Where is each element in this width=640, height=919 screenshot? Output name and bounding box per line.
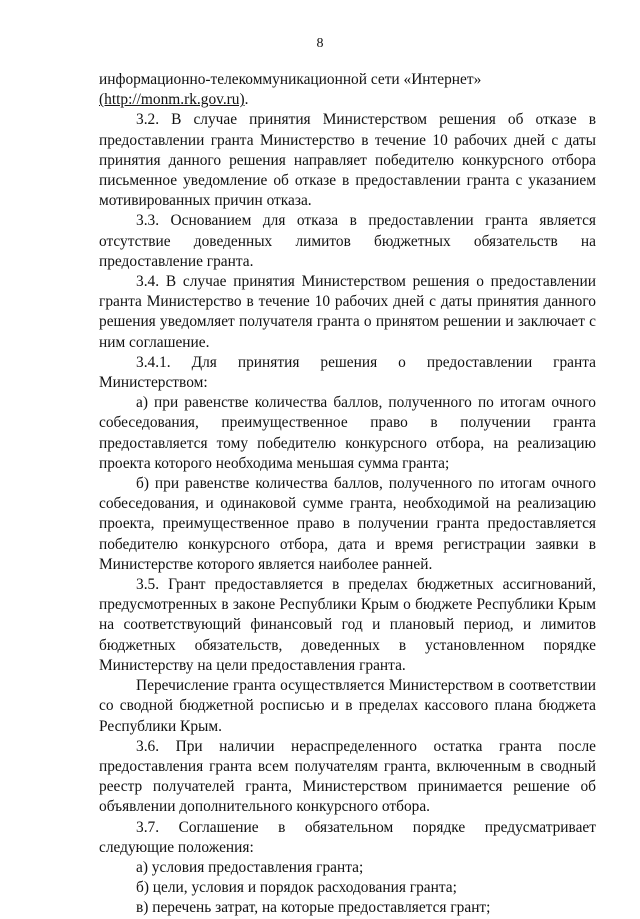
paragraph-3-3: 3.3. Основанием для отказа в предоставлении гранта является отсутствие доведенных лимитов бюджетных обязательств на предоставление гранта. xyxy=(99,212,596,270)
paragraph-transfer: Перечисление гранта осуществляется Министерством в соответствии со сводной бюджетной росписью и в пределах кассового плана бюджета Республики Крым. xyxy=(99,677,596,735)
website-link[interactable]: (http://monm.rk.gov.ru) xyxy=(99,91,245,109)
paragraph-3-7-v: в) перечень затрат, на которые предоставляется грант; xyxy=(136,899,491,917)
page-number: 8 xyxy=(316,36,324,51)
paragraph-3-4-1-a: а) при равенстве количества баллов, полученного по итогам очного собеседования, преимущественное право в получении гранта предоставляется тому победителю конкурсного отбора, на реализацию проекта которого необходима меньшая сумма гранта; xyxy=(99,394,596,472)
paragraph-3-7-a: а) условия предоставления гранта; xyxy=(136,858,364,876)
document-body xyxy=(99,70,596,919)
paragraph-3-7-b: б) цели, условия и порядок расходования гранта; xyxy=(136,879,457,897)
paragraph-3-2: 3.2. В случае принятия Министерством решения об отказе в предоставлении гранта Министерство в течение 10 рабочих дней с даты принятия данного решения направляет победителю конкурсного отбора письменное уведомление об отказе в предоставлении гранта с указанием мотивированных причин отказа. xyxy=(99,111,596,210)
paragraph-3-4-1: 3.4.1. Для принятия решения о предоставлении гранта Министерством: xyxy=(99,353,596,392)
paragraph-3-7: 3.7. Соглашение в обязательном порядке предусматривает следующие положения: xyxy=(99,818,596,856)
paragraph-3-4: 3.4. В случае принятия Министерством решения о предоставлении гранта Министерство в течение 10 рабочих дней с даты принятия данного решения уведомляет получателя гранта о принятом решении и заключает с ним соглашение. xyxy=(99,273,596,351)
paragraph-3-5: 3.5. Грант предоставляется в пределах бюджетных ассигнований, предусмотренных в законе Республики Крым о бюджете Республики Крым на соответствующий финансовый год и плановый период, и лимитов бюджетных обязательств, доведенных в установленном порядке Министерству на цели предоставления гранта. xyxy=(99,576,596,674)
paragraph-0: информационно-телекоммуникационной сети «Интернет» (http://monm.rk.gov.ru). xyxy=(99,71,482,109)
paragraph-3-4-1-b: б) при равенстве количества баллов, полученного по итогам очного собеседования, и одинаковой сумме гранта, необходимой на реализацию проекта, преимущественное право в получении гранта предоставляется победителю конкурсного отбора, дата и время регистрации заявки в Министерстве которого является наиболее ранней. xyxy=(99,475,596,573)
paragraph-3-6: 3.6. При наличии нераспределенного остатка гранта после предоставления гранта всем получателям гранта, включенным в сводный реестр получателей гранта, Министерством принимается решение об объявлении дополнительного конкурсного отбора. xyxy=(99,737,596,816)
